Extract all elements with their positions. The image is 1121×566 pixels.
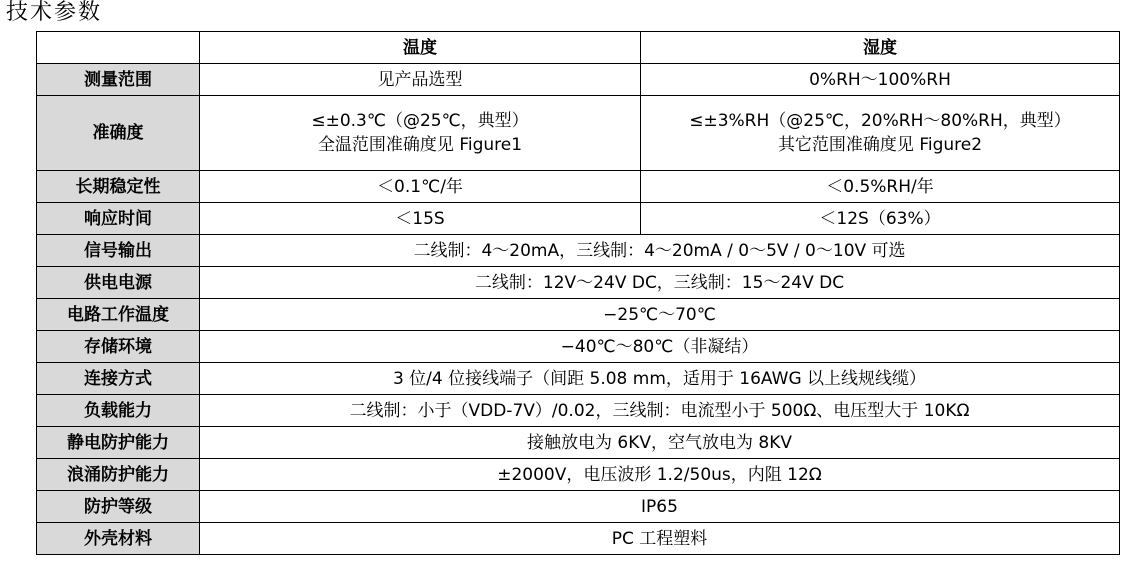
humid-accuracy-line1: ≤±3%RH（@25℃，20%RH～80%RH，典型） xyxy=(689,111,1071,131)
page-title: 技术参数 xyxy=(6,0,103,25)
row-label: 长期稳定性 xyxy=(37,171,200,203)
temp-accuracy-line2: 全温范围准确度见 Figure1 xyxy=(317,135,523,155)
corner-cell xyxy=(37,32,200,64)
temp-accuracy-line1: ≤±0.3℃（@25℃，典型） xyxy=(311,111,529,131)
shared-value: 二线制：12V～24V DC，三线制：15～24V DC xyxy=(200,267,1120,299)
row-label: 防护等级 xyxy=(37,491,200,523)
shared-value: IP65 xyxy=(200,491,1120,523)
row-ip xyxy=(37,491,1120,523)
humid-value: 0%RH～100%RH xyxy=(641,64,1120,96)
shared-value: 接触放电为 6KV，空气放电为 8KV xyxy=(200,427,1120,459)
row-label: 浪涌防护能力 xyxy=(37,459,200,491)
shared-value: 二线制：小于（VDD-7V）/0.02，三线制：电流型小于 500Ω、电压型大于 10KΩ xyxy=(200,395,1120,427)
row-label: 存储环境 xyxy=(37,331,200,363)
row-stability xyxy=(37,171,1120,203)
row-label: 连接方式 xyxy=(37,363,200,395)
shared-value: 二线制：4～20mA，三线制：4～20mA / 0～5V / 0～10V 可选 xyxy=(200,235,1120,267)
humid-value: ＜0.5%RH/年 xyxy=(641,171,1120,203)
shared-value: PC 工程塑料 xyxy=(200,523,1120,555)
row-signal xyxy=(37,235,1120,267)
row-label: 测量范围 xyxy=(37,64,200,96)
row-label: 响应时间 xyxy=(37,203,200,235)
row-shell xyxy=(37,523,1120,555)
row-response xyxy=(37,203,1120,235)
temp-value xyxy=(200,96,641,171)
row-load xyxy=(37,395,1120,427)
row-op-temp xyxy=(37,299,1120,331)
header-temperature: 温度 xyxy=(200,32,641,64)
row-surge xyxy=(37,459,1120,491)
humid-value: ＜12S（63%） xyxy=(641,203,1120,235)
row-label: 电路工作温度 xyxy=(37,299,200,331)
temp-value: ＜0.1℃/年 xyxy=(200,171,641,203)
row-power xyxy=(37,267,1120,299)
row-range xyxy=(37,64,1120,96)
row-accuracy xyxy=(37,96,1120,171)
header-row xyxy=(37,32,1120,64)
row-label: 信号输出 xyxy=(37,235,200,267)
shared-value: −25℃～70℃ xyxy=(200,299,1120,331)
row-label: 静电防护能力 xyxy=(37,427,200,459)
temp-value: ＜15S xyxy=(200,203,641,235)
temp-value: 见产品选型 xyxy=(200,64,641,96)
row-label: 供电电源 xyxy=(37,267,200,299)
shared-value: 3 位/4 位接线端子（间距 5.08 mm，适用于 16AWG 以上线规线缆） xyxy=(200,363,1120,395)
humid-value xyxy=(641,96,1120,171)
shared-value: ±2000V，电压波形 1.2/50us，内阻 12Ω xyxy=(200,459,1120,491)
row-connection xyxy=(37,363,1120,395)
row-label: 外壳材料 xyxy=(37,523,200,555)
header-humidity: 湿度 xyxy=(641,32,1120,64)
spec-table xyxy=(36,31,1120,555)
row-storage xyxy=(37,331,1120,363)
humid-accuracy-line2: 其它范围准确度见 Figure2 xyxy=(777,135,983,155)
shared-value: −40℃～80℃（非凝结） xyxy=(200,331,1120,363)
row-label: 负载能力 xyxy=(37,395,200,427)
row-label: 准确度 xyxy=(37,96,200,171)
row-esd xyxy=(37,427,1120,459)
